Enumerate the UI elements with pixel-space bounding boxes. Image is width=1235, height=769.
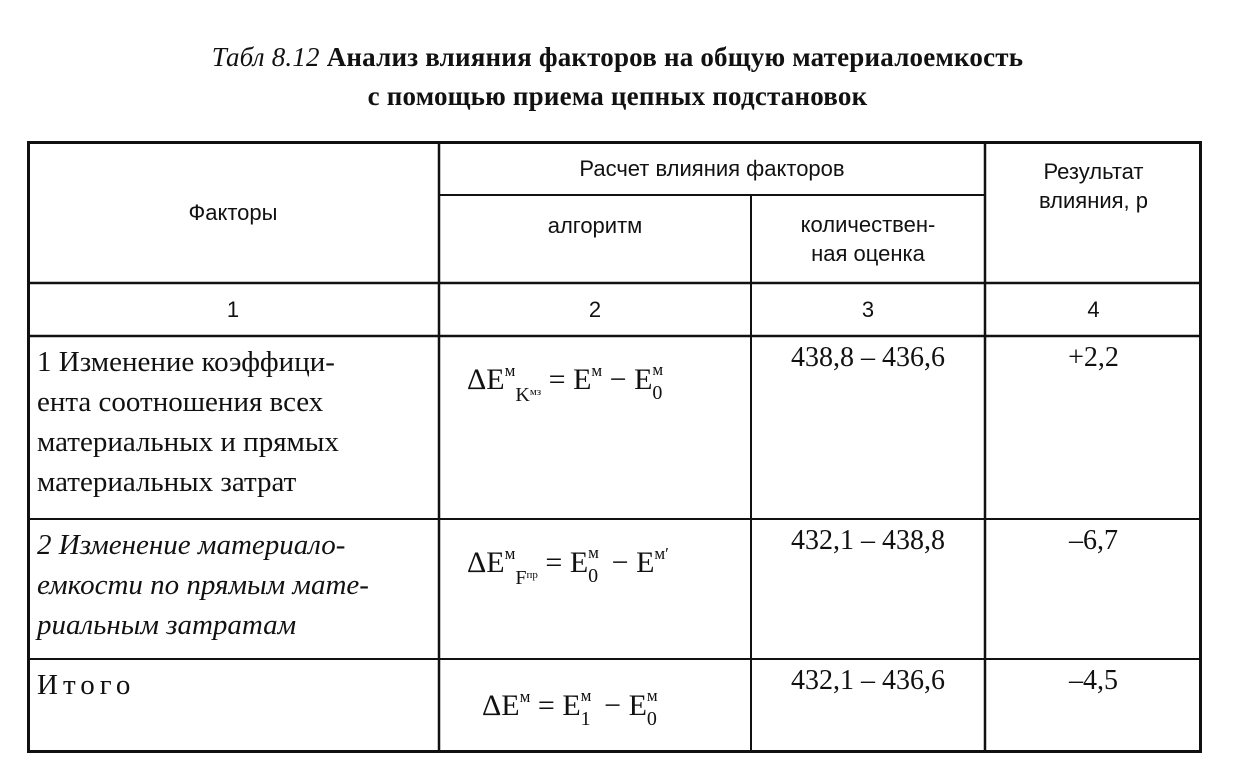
header-calc-group xyxy=(439,141,985,195)
table-caption xyxy=(0,38,1235,116)
caption-title-line2: с помощью приема цепных подстановок xyxy=(367,81,868,111)
column-number-1: 1 xyxy=(226,296,240,322)
row-2-formula: $\Delta E^м_{F^{пр}} = E$ м 0 − $E^{м'}$ xyxy=(467,543,669,589)
row-2-quantitative: 432,1 – 438,8 xyxy=(791,525,945,556)
column-number-3: 3 xyxy=(861,296,875,322)
row-2-factor: 2 Изменение материало- емкости по прямым мате- риальным затратам xyxy=(37,529,369,641)
analysis-table xyxy=(27,141,1202,753)
total-row-formula: $\Delta E^м = E$ м 1 − E м 0 xyxy=(482,686,658,730)
column-number-4: 4 xyxy=(1087,296,1100,322)
total-row-result: –4,5 xyxy=(1069,665,1118,696)
row-1-formula: $\Delta E^м_{K^{мз}} = E^м - E$ м 0 xyxy=(467,360,664,406)
row-1-quantitative: 438,8 – 436,6 xyxy=(791,342,945,373)
header-factors-text: Факторы xyxy=(188,199,278,225)
caption-label: Табл 8.12 xyxy=(211,42,320,72)
row-1-factor: 1 Изменение коэффици- ента соотношения всех материальных и прямых материальных затрат xyxy=(37,346,339,498)
header-result-text: Результат влияния, р xyxy=(1038,159,1149,213)
total-row-label: Итого xyxy=(37,669,136,701)
total-row-quantitative: 432,1 – 436,6 xyxy=(791,665,945,696)
row-2-result: –6,7 xyxy=(1069,525,1118,556)
header-calc-group-text: Расчет влияния факторов xyxy=(579,155,845,181)
header-quantitative xyxy=(751,195,985,283)
header-quantitative-text: количествен- ная оценка xyxy=(800,212,936,266)
header-algorithm-text: алгоритм xyxy=(547,212,643,238)
row-1-result: +2,2 xyxy=(1068,342,1119,373)
header-factors xyxy=(27,141,439,283)
caption-title-line1: Анализ влияния факторов на общую материалоемкость xyxy=(326,42,1024,72)
column-number-2: 2 xyxy=(588,296,602,322)
header-result xyxy=(985,141,1202,221)
header-algorithm xyxy=(439,195,751,255)
